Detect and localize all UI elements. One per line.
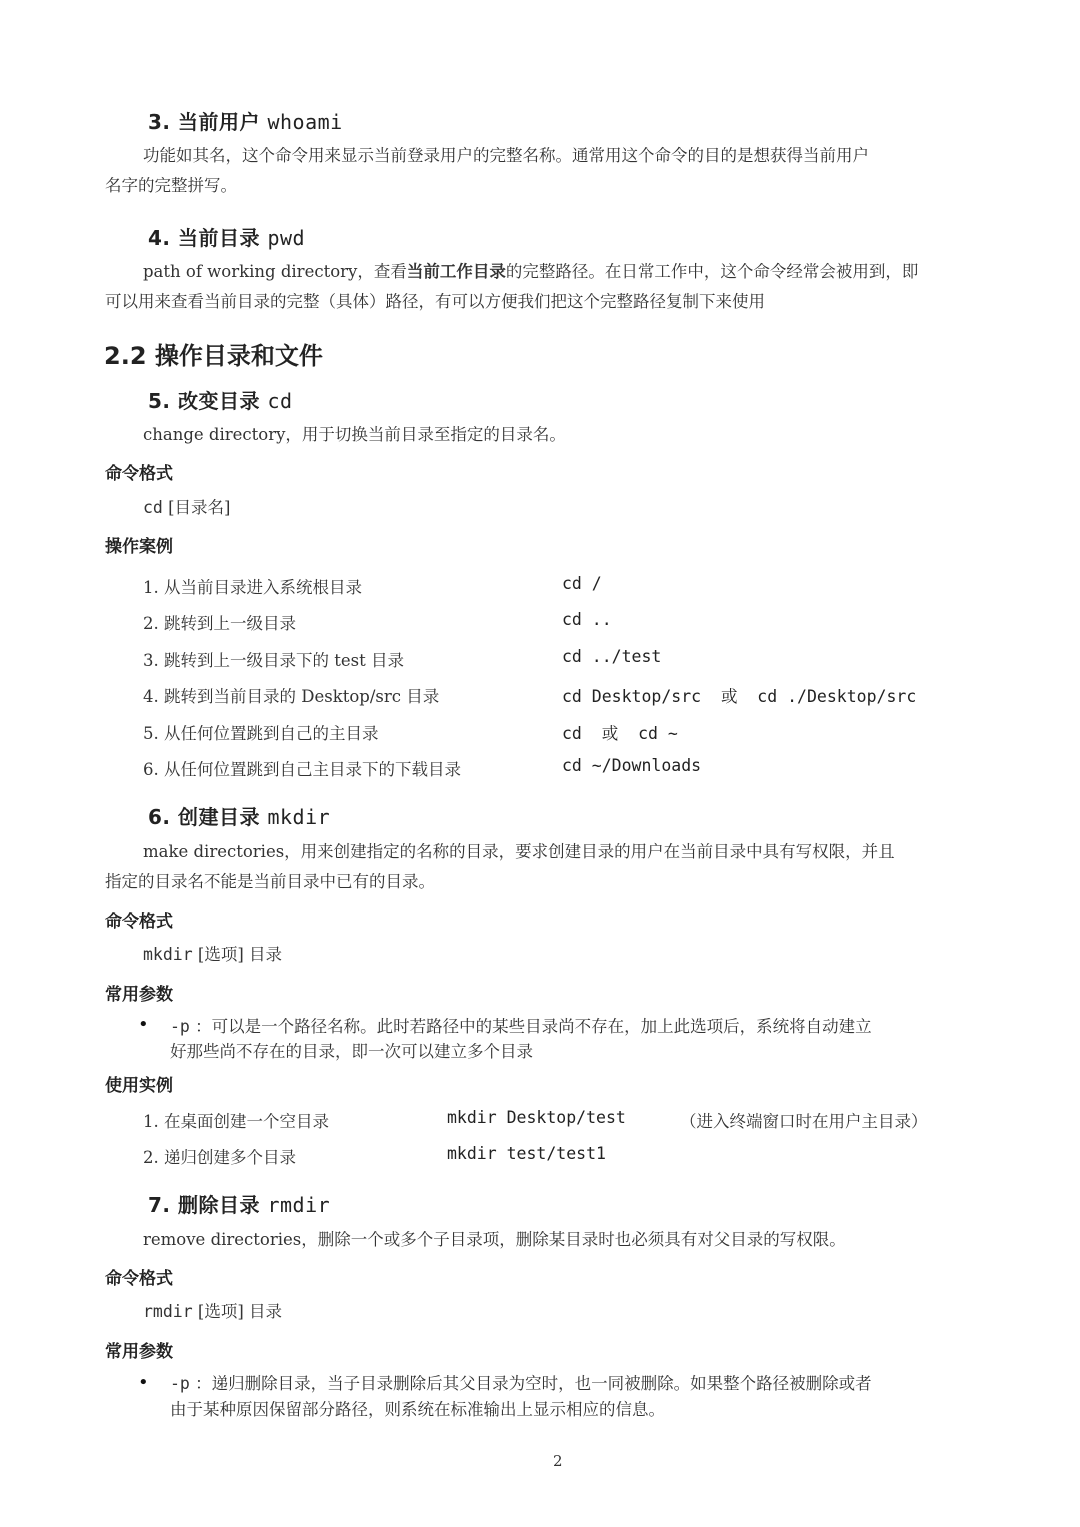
heading-mkdir: 6. 创建目录 mkdir (148, 805, 331, 829)
section-heading-2-2: 2.2 操作目录和文件 (104, 342, 323, 370)
list-item: 3. 跳转到上一级目录下的 test 目录 (143, 651, 404, 670)
list-item-cmd: cd / (562, 574, 602, 593)
list-item: 2. 跳转到上一级目录 (143, 614, 296, 633)
rmdir-param-line2: 由于某种原因保留部分路径，则系统在标准输出上显示相应的信息。 (170, 1400, 665, 1419)
cd-format: cd [目录名] (143, 498, 231, 517)
heading-whoami: 3. 当前用户 whoami (148, 110, 343, 134)
list-item-cmd: cd 或 cd ~ (562, 724, 678, 743)
list-item-cmd: mkdir Desktop/test (447, 1108, 626, 1127)
list-item: 2. 递归创建多个目录 (143, 1148, 296, 1167)
heading-cd: 5. 改变目录 cd (148, 389, 293, 413)
bullet: • (138, 1014, 149, 1035)
rmdir-desc: remove directories，删除一个或多个子目录项，删除某目录时也必须具有对父目录的写权限。 (143, 1230, 846, 1249)
heading-pwd: 4. 当前目录 pwd (148, 226, 306, 250)
pwd-desc-line2: 可以用来查看当前目录的完整（具体）路径，有可以方便我们把这个完整路径复制下来使用 (105, 292, 765, 311)
list-item-note: （进入终端窗口时在用户主目录） (680, 1112, 928, 1131)
mkdir-format-label: 命令格式 (105, 912, 173, 932)
rmdir-param-line1: -p ：递归删除目录，当子目录删除后其父目录为空时，也一同被删除。如果整个路径被删除或者 (170, 1374, 872, 1393)
whoami-desc-line1: 功能如其名，这个命令用来显示当前登录用户的完整名称。通常用这个命令的目的是想获得当前用户 (143, 146, 869, 165)
cd-desc: change directory，用于切换当前目录至指定的目录名。 (143, 425, 566, 444)
mkdir-examples-label: 使用实例 (105, 1076, 173, 1096)
heading-rmdir: 7. 删除目录 rmdir (148, 1193, 331, 1217)
list-item-cmd: mkdir test/test1 (447, 1144, 606, 1163)
mkdir-format: mkdir [选项] 目录 (143, 945, 283, 964)
bullet: • (138, 1372, 149, 1393)
list-item: 1. 在桌面创建一个空目录 (143, 1112, 329, 1131)
list-item-cmd: cd ~/Downloads (562, 756, 702, 775)
emphasis-working-dir: 当前工作目录 (406, 262, 506, 281)
cd-format-label: 命令格式 (105, 464, 173, 484)
pwd-desc-line1: path of working directory，查看当前工作目录的完整路径。在日常工作中，这个命令经常会被用到，即 (143, 262, 919, 281)
list-item: 6. 从任何位置跳到自己主目录下的下载目录 (143, 760, 461, 779)
rmdir-format-label: 命令格式 (105, 1269, 173, 1289)
mkdir-desc-line2: 指定的目录名不能是当前目录中已有的目录。 (105, 872, 435, 891)
list-item: 4. 跳转到当前目录的 Desktop/src 目录 (143, 687, 440, 706)
list-item: 5. 从任何位置跳到自己的主目录 (143, 724, 379, 743)
page-number: 2 (553, 1452, 563, 1470)
mkdir-param-line2: 好那些尚不存在的目录，即一次可以建立多个目录 (170, 1042, 533, 1061)
mkdir-param-line1: -p ：可以是一个路径名称。此时若路径中的某些目录尚不存在，加上此选项后，系统将自动建立 (170, 1017, 872, 1036)
mkdir-desc-line1: make directories，用来创建指定的名称的目录，要求创建目录的用户在当前目录中具有写权限，并且 (143, 842, 895, 861)
rmdir-params-label: 常用参数 (105, 1342, 173, 1362)
list-item: 1. 从当前目录进入系统根目录 (143, 578, 362, 597)
mkdir-params-label: 常用参数 (105, 985, 173, 1005)
whoami-desc-line2: 名字的完整拼写。 (105, 176, 237, 195)
rmdir-format: rmdir [选项] 目录 (143, 1302, 283, 1321)
list-item-cmd: cd .. (562, 610, 612, 629)
list-item-cmd: cd Desktop/src 或 cd ./Desktop/src (562, 687, 917, 706)
list-item-cmd: cd ../test (562, 647, 662, 666)
cd-cases-label: 操作案例 (105, 537, 173, 557)
